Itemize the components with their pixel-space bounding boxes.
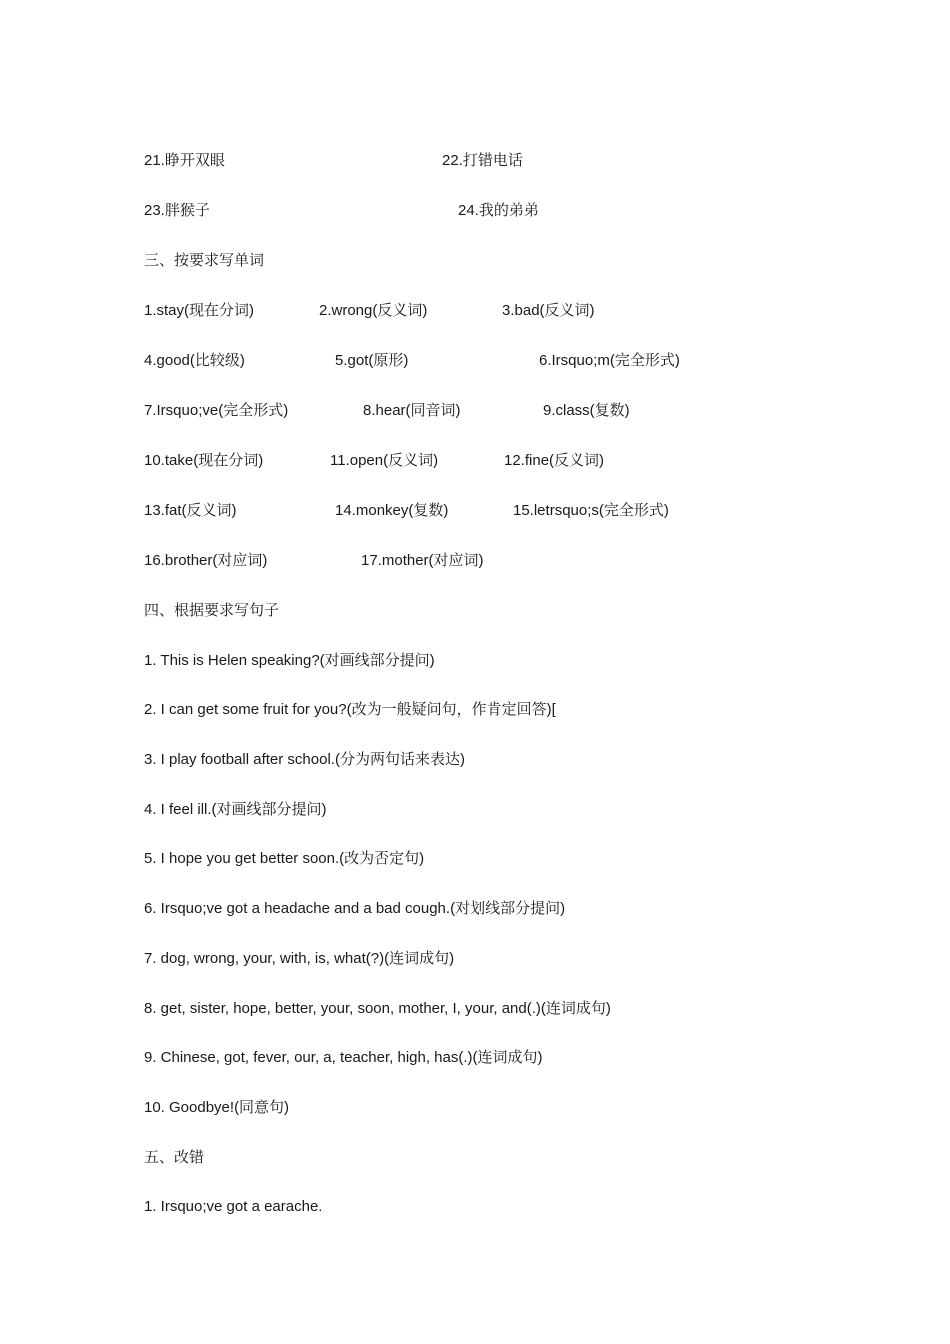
word-item: 15.letrsquo;s(完全形式) [513,502,669,519]
sentence-item: 5. I hope you get better soon.(改为否定句) [144,850,425,867]
word-item: 14.monkey(复数) [335,502,449,519]
word-item: 5.got(原形) [335,352,409,369]
word-item: 12.fine(反义词) [504,452,605,469]
correction-item: 1. Irsquo;ve got a earache. [144,1198,323,1215]
word-item: 11.open(反义词) [330,452,439,469]
sentence-item: 3. I play football after school.(分为两句话来表达) [144,751,465,768]
word-item: 17.mother(对应词) [361,552,484,569]
phrase-item: 21.睁开双眼 [144,152,225,169]
word-item: 13.fat(反义词) [144,502,237,519]
sentence-item: 1. This is Helen speaking?(对画线部分提问) [144,652,435,669]
word-item: 6.Irsquo;m(完全形式) [539,352,680,369]
sentence-item: 9. Chinese, got, fever, our, a, teacher, high, has(.)(连词成句) [144,1049,543,1066]
sentence-item: 6. Irsquo;ve got a headache and a bad cough.(对划线部分提问) [144,900,566,917]
phrase-item: 23.胖猴子 [144,202,210,219]
section-heading: 四、根据要求写句子 [144,602,280,619]
word-item: 4.good(比较级) [144,352,245,369]
sentence-item: 10. Goodbye!(同意句) [144,1099,290,1116]
section-heading: 三、按要求写单词 [144,252,265,269]
sentence-item: 7. dog, wrong, your, with, is, what(?)(连词成句) [144,950,455,967]
word-item: 3.bad(反义词) [502,302,595,319]
word-item: 16.brother(对应词) [144,552,268,569]
word-item: 9.class(复数) [543,402,630,419]
word-item: 10.take(现在分词) [144,452,264,469]
sentence-item: 2. I can get some fruit for you?(改为一般疑问句，作肯定回答)[ [144,701,556,718]
word-item: 2.wrong(反义词) [319,302,428,319]
word-item: 1.stay(现在分词) [144,302,255,319]
word-item: 8.hear(同音词) [363,402,461,419]
phrase-item: 24.我的弟弟 [458,202,539,219]
word-item: 7.Irsquo;ve(完全形式) [144,402,289,419]
sentence-item: 8. get, sister, hope, better, your, soon, mother, I, your, and(.)(连词成句) [144,1000,611,1017]
section-heading: 五、改错 [144,1149,205,1166]
sentence-item: 4. I feel ill.(对画线部分提问) [144,801,327,818]
phrase-item: 22.打错电话 [442,152,523,169]
